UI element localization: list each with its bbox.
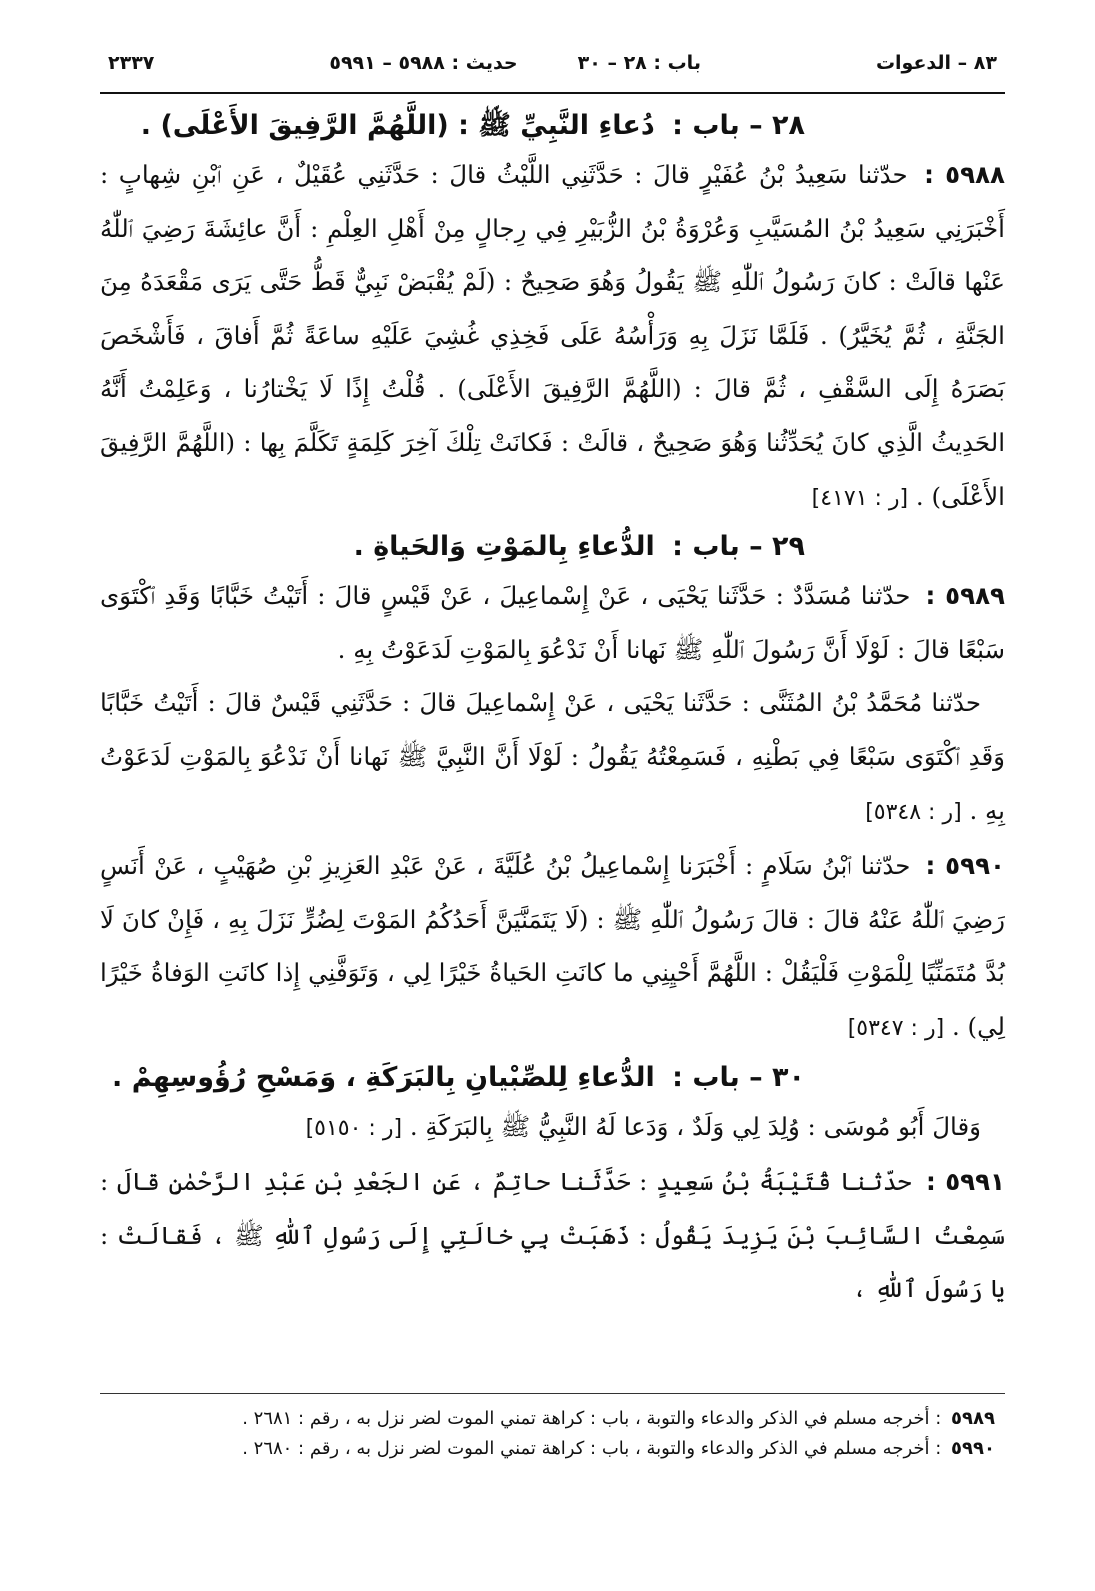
cross-reference: [ر : ٥٣٤٨]	[865, 799, 962, 825]
hadith-number: ٥٩٩١ :	[926, 1167, 1006, 1197]
hadith-number: ٥٩٨٩ :	[925, 581, 1005, 611]
cross-reference: [ر : ٥٣٤٧]	[847, 1015, 945, 1041]
footnote-number: ٥٩٩٠	[951, 1438, 995, 1459]
chapter-heading	[100, 1056, 1005, 1100]
hadith-text: حدّثنا ٱبْنُ سَلَامٍ : أَخْبَرَنا إِسْماعِيلُ بْنُ عُلَيَّةَ ، عَنْ عَبْدِ العَزِيزِ بْنِ صُهَيْبٍ ، عَنْ أَنَسٍ رَضِيَ ٱللّٰهُ عَنْهُ قالَ : قالَ رَسُولُ ٱللّٰهِ ﷺ : (لَا يَتَمَنَّيَنَّ أَحَدُكُمُ المَوْتَ لِضُرٍّ نَزَلَ بِهِ ، فَإِنْ كانَ لَا بُدَّ مُتَمَنِّيًا لِلْمَوْتِ فَلْيَقُلْ : اللَّهُمَّ أَحْيِنِي ما كانَتِ الحَياةُ خَيْرًا لِي ، وَتَوَفَّنِي إِذا كانَتِ الوَفاةُ خَيْرًا لِي) .	[100, 851, 1005, 1041]
chapter-number: ٢٩ – باب :	[672, 531, 805, 563]
hadith-paragraph	[100, 839, 1005, 1055]
header-ranges	[329, 52, 701, 74]
cross-reference: [ر : ٥١٥٠]	[305, 1115, 403, 1141]
chapter-number: ٢٨ – باب :	[672, 110, 805, 141]
hadith-text: وَقالَ أَبُو مُوسَى : وُلِدَ لِي وَلَدٌ ، وَدَعا لَهُ النَّبِيُّ ﷺ بِالبَرَكَةِ .	[409, 1111, 981, 1141]
chapter-title: الدُّعاءِ بِالمَوْتِ وَالحَياةِ .	[353, 531, 655, 563]
chapter-heading	[100, 104, 1005, 148]
chapter-number: ٣٠ – باب :	[672, 1061, 805, 1093]
chapter-title: دُعاءِ النَّبِيِّ ﷺ : (اللَّهُمَّ الرَّفِيقَ الأَعْلَى) .	[140, 110, 655, 141]
footnote	[100, 1434, 995, 1464]
book-page	[100, 40, 1005, 1540]
page-number: ٢٣٣٧	[108, 52, 155, 74]
hadith-number: ٥٩٨٨ :	[924, 160, 1005, 189]
footnotes	[100, 1393, 1005, 1464]
hadith-text: حدّثنا مُحَمَّدُ بْنُ المُثَنَّى : حَدَّثَنا يَحْيَى ، عَنْ إِسْماعِيلَ قالَ : حَدَّثَنِي قَيْسٌ قالَ : أَتَيْتُ خَبَّابًا وَقَدِ ٱكْتَوَى سَبْعًا فِي بَطْنِهِ ، فَسَمِعْتُهُ يَقُولُ : لَوْلَا أَنَّ النَّبِيَّ ﷺ نَهانا أَنْ نَدْعُوَ بِالمَوْتِ لَدَعَوْتُ بِهِ .	[100, 688, 1005, 825]
bab-range: باب : ٢٨ – ٣٠	[577, 52, 701, 74]
hadith-paragraph	[100, 1155, 1005, 1316]
footnote	[100, 1404, 995, 1434]
cross-reference: [ر : ٤١٧١]	[811, 485, 909, 511]
hadith-text: حدّثنا قُتَيْبَةُ بْنُ سَعِيدٍ : حَدَّثَنا حاتِمٌ ، عَنِ الجَعْدِ بْنِ عَبْدِ الرَّحْمٰنِ قالَ : سَمِعْتُ السَّائِبَ بْنَ يَزِيدَ يَقُولُ : ذَهَبَتْ بِي خالَتِي إِلَى رَسُولِ ٱللّٰهِ ﷺ ، فَقالَتْ : يا رَسُولَ ٱللّٰهِ ،	[100, 1167, 1005, 1304]
footnote-text: : أخرجه مسلم في الذكر والدعاء والتوبة ، باب : كراهة تمني الموت لضر نزل به ، رقم : ٢٦٨٠ .	[242, 1438, 942, 1459]
hadith-paragraph	[100, 1100, 1005, 1156]
hadith-paragraph	[100, 676, 1005, 839]
hadith-text: حدّثنا سَعِيدُ بْنُ عُفَيْرٍ قالَ : حَدَّثَنِي اللَّيْثُ قالَ : حَدَّثَنِي عُقَيْلٌ ، عَنِ ٱبْنِ شِهابٍ : أَخْبَرَنِي سَعِيدُ بْنُ المُسَيَّبِ وَعُرْوَةُ بْنُ الزُّبَيْرِ فِي رِجالٍ مِنْ أَهْلِ العِلْمِ : أَنَّ عائِشَةَ رَضِيَ ٱللّٰهُ عَنْها قالَتْ : كانَ رَسُولُ ٱللّٰهِ ﷺ يَقُولُ وَهُوَ صَحِيحٌ : (لَمْ يُقْبَضْ نَبِيٌّ قَطُّ حَتَّى يَرَى مَقْعَدَهُ مِنَ الجَنَّةِ ، ثُمَّ يُخَيَّرُ) . فَلَمَّا نَزَلَ بِهِ وَرَأْسُهُ عَلَى فَخِذِي غُشِيَ عَلَيْهِ ساعَةً ثُمَّ أَفاقَ ، فَأَشْخَصَ بَصَرَهُ إِلَى السَّقْفِ ، ثُمَّ قالَ : (اللَّهُمَّ الرَّفِيقَ الأَعْلَى) . قُلْتُ إِذًا لَا يَخْتارُنا ، وَعَلِمْتُ أَنَّهُ الحَدِيثُ الَّذِي كانَ يُحَدِّثُنا وَهُوَ صَحِيحٌ ، قالَتْ : فَكانَتْ تِلْكَ آخِرَ كَلِمَةٍ تَكَلَّمَ بِها : (اللَّهُمَّ الرَّفِيقَ الأَعْلَى) .	[100, 160, 1005, 511]
chapter-title: الدُّعاءِ لِلصِّبْيانِ بِالبَرَكَةِ ، وَمَسْحِ رُؤُوسِهِمْ .	[112, 1061, 655, 1093]
page-body	[100, 94, 1005, 1316]
hadith-range: حديث : ٥٩٨٨ – ٥٩٩١	[329, 52, 518, 74]
footnote-text: : أخرجه مسلم في الذكر والدعاء والتوبة ، باب : كراهة تمني الموت لضر نزل به ، رقم : ٢٦٨١ .	[242, 1408, 942, 1429]
chapter-heading	[100, 525, 1005, 569]
hadith-paragraph	[100, 569, 1005, 676]
footnote-number: ٥٩٨٩	[951, 1408, 995, 1429]
section-title: ٨٣ – الدعوات	[875, 52, 997, 74]
running-header	[100, 40, 1005, 94]
hadith-paragraph	[100, 148, 1005, 525]
hadith-text: حدّثنا مُسَدَّدٌ : حَدَّثَنا يَحْيَى ، عَنْ إِسْماعِيلَ ، عَنْ قَيْسٍ قالَ : أَتَيْتُ خَبَّابًا وَقَدِ ٱكْتَوَى سَبْعًا قالَ : لَوْلَا أَنَّ رَسُولَ ٱللّٰهِ ﷺ نَهانا أَنْ نَدْعُوَ بِالمَوْتِ لَدَعَوْتُ بِهِ .	[100, 581, 1005, 664]
hadith-number: ٥٩٩٠ :	[925, 851, 1005, 881]
